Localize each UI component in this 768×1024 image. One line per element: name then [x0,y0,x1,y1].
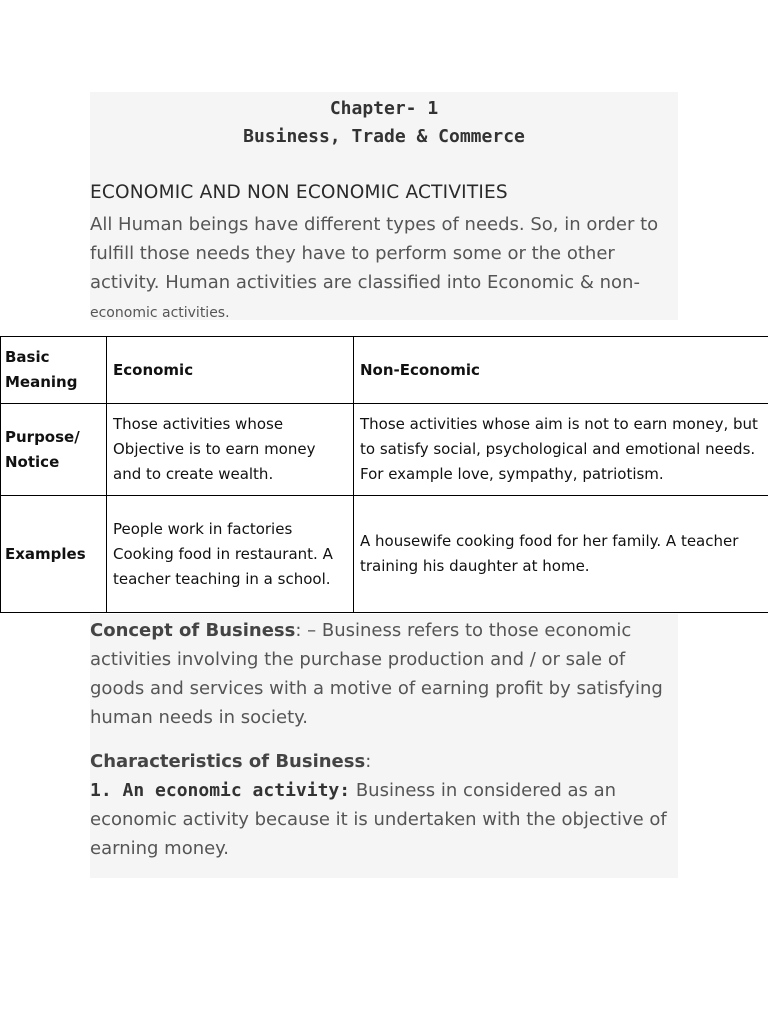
cell-non-economic-purpose: Those activities whose aim is not to earn money, but to satisfy social, psychological and emotional needs. For example love, sympathy, patriotism. [354,404,768,496]
activities-table [0,336,768,613]
item1-text: Business in considered as an economic activity because it is undertaken with the objective of earning money. [90,780,667,859]
header-non-economic: Non-Economic [354,337,768,404]
intro-tail-text: economic activities. [90,305,230,321]
business-concepts-block [90,614,678,878]
row-label-examples: Examples [1,496,107,613]
intro-paragraph [90,210,678,328]
characteristics-colon: : [365,751,372,772]
concept-paragraph [90,616,678,732]
characteristics-lead: Characteristics of Business [90,751,366,772]
chapter-header-block [90,92,678,320]
cell-non-economic-examples: A housewife cooking food for her family. A teacher training his daughter at home. [354,496,768,613]
cell-economic-examples: People work in factories Cooking food in restaurant. A teacher teaching in a school. [107,496,354,613]
characteristics-paragraph [90,747,678,863]
concept-lead: Concept of Business [90,620,296,641]
intro-main-text: All Human beings have different types of needs. So, in order to fulfill those needs they have to perform some or the other activity. Human activities are classified into Economic & non- [90,214,659,293]
header-basis: Basic Meaning [1,337,107,404]
table-row [1,496,768,613]
cell-economic-purpose: Those activities whose Objective is to earn money and to create wealth. [107,404,354,496]
table-header-row [1,337,768,404]
item1-lead: 1. An economic activity: [90,780,351,801]
chapter-number: Chapter- 1 [329,98,439,119]
concept-text: : – Business refers to those economic activities involving the purchase production and / or sale of goods and services with a motive of earning profit by satisfying human needs in society. [90,620,663,728]
section-heading: ECONOMIC AND NON ECONOMIC ACTIVITIES [90,182,508,203]
table-row [1,404,768,496]
row-label-purpose: Purpose/ Notice [1,404,107,496]
header-economic: Economic [107,337,354,404]
chapter-title: Business, Trade & Commerce [243,126,525,147]
